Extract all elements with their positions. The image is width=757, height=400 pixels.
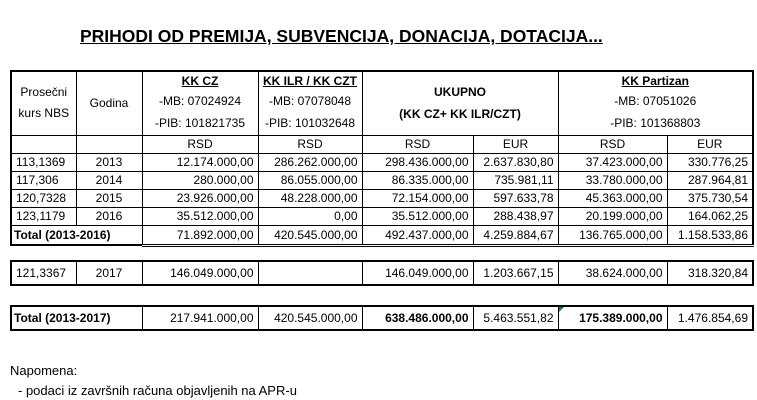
- header-kkilr-name: KK ILR / KK CZT: [258, 71, 362, 90]
- header-kkcz-mb: -MB: 07024924: [142, 90, 258, 112]
- note-heading: Napomena:: [10, 363, 78, 378]
- note-line: - podaci iz završnih računa objavljenih na APR-u: [18, 383, 297, 398]
- total-row-2017: Total (2013-2017) 217.941.000,00 420.545.000,00 638.486.000,00 5.463.551,82 175.389.000,00 1.476.854,69: [11, 306, 753, 330]
- header-partizan-name: KK Partizan: [558, 71, 753, 90]
- unit-kkilr: RSD: [258, 135, 362, 153]
- unit-ukupno-rsd: RSD: [362, 135, 473, 153]
- unit-partizan-rsd: RSD: [558, 135, 667, 153]
- table-row: 121,3367 2017 146.049.000,00 146.049.000,00 1.203.667,15 38.624.000,00 318.320,84: [11, 261, 753, 285]
- data-table-wrapper: [10, 70, 754, 331]
- header-kkilr-mb: -MB: 07078048: [258, 90, 362, 112]
- total-row-2016: Total (2013-2016) 71.892.000,00 420.545.000,00 492.437.000,00 4.259.884,67 136.765.000,00 1.158.533,86: [11, 225, 753, 245]
- table-row: 120,7328 2015 23.926.000,00 48.228.000,00 72.154.000,00 597.633,78 45.363.000,00 375.730,54: [11, 189, 753, 207]
- header-kkcz-pib: -PIB: 101821735: [142, 112, 258, 135]
- header-kurs: Prosečni kurs NBS: [11, 71, 76, 135]
- header-partizan-mb: -MB: 07051026: [558, 90, 753, 112]
- page-title: PRIHODI OD PREMIJA, SUBVENCIJA, DONACIJA, DOTACIJA...: [80, 26, 603, 46]
- unit-partizan-eur: EUR: [667, 135, 753, 153]
- header-partizan-pib: -PIB: 101368803: [558, 112, 753, 135]
- header-ukupno: UKUPNO (KK CZ+ KK ILR/CZT): [362, 71, 558, 135]
- unit-kkcz: RSD: [142, 135, 258, 153]
- table-row: 117,306 2014 280.000,00 86.055.000,00 86.335.000,00 735.981,11 33.780.000,00 287.964,81: [11, 171, 753, 189]
- header-kkcz-name: KK CZ: [142, 71, 258, 90]
- header-kkilr-pib: -PIB: 101032648: [258, 112, 362, 135]
- table-row: 123,1179 2016 35.512.000,00 0,00 35.512.000,00 288.438,97 20.199.000,00 164.062,25: [11, 207, 753, 225]
- table-row: 113,1369 2013 12.174.000,00 286.262.000,00 298.436.000,00 2.637.830,80 37.423.000,00 330.776,25: [11, 153, 753, 171]
- data-table: [10, 70, 754, 331]
- unit-ukupno-eur: EUR: [473, 135, 558, 153]
- header-godina: Godina: [76, 71, 142, 135]
